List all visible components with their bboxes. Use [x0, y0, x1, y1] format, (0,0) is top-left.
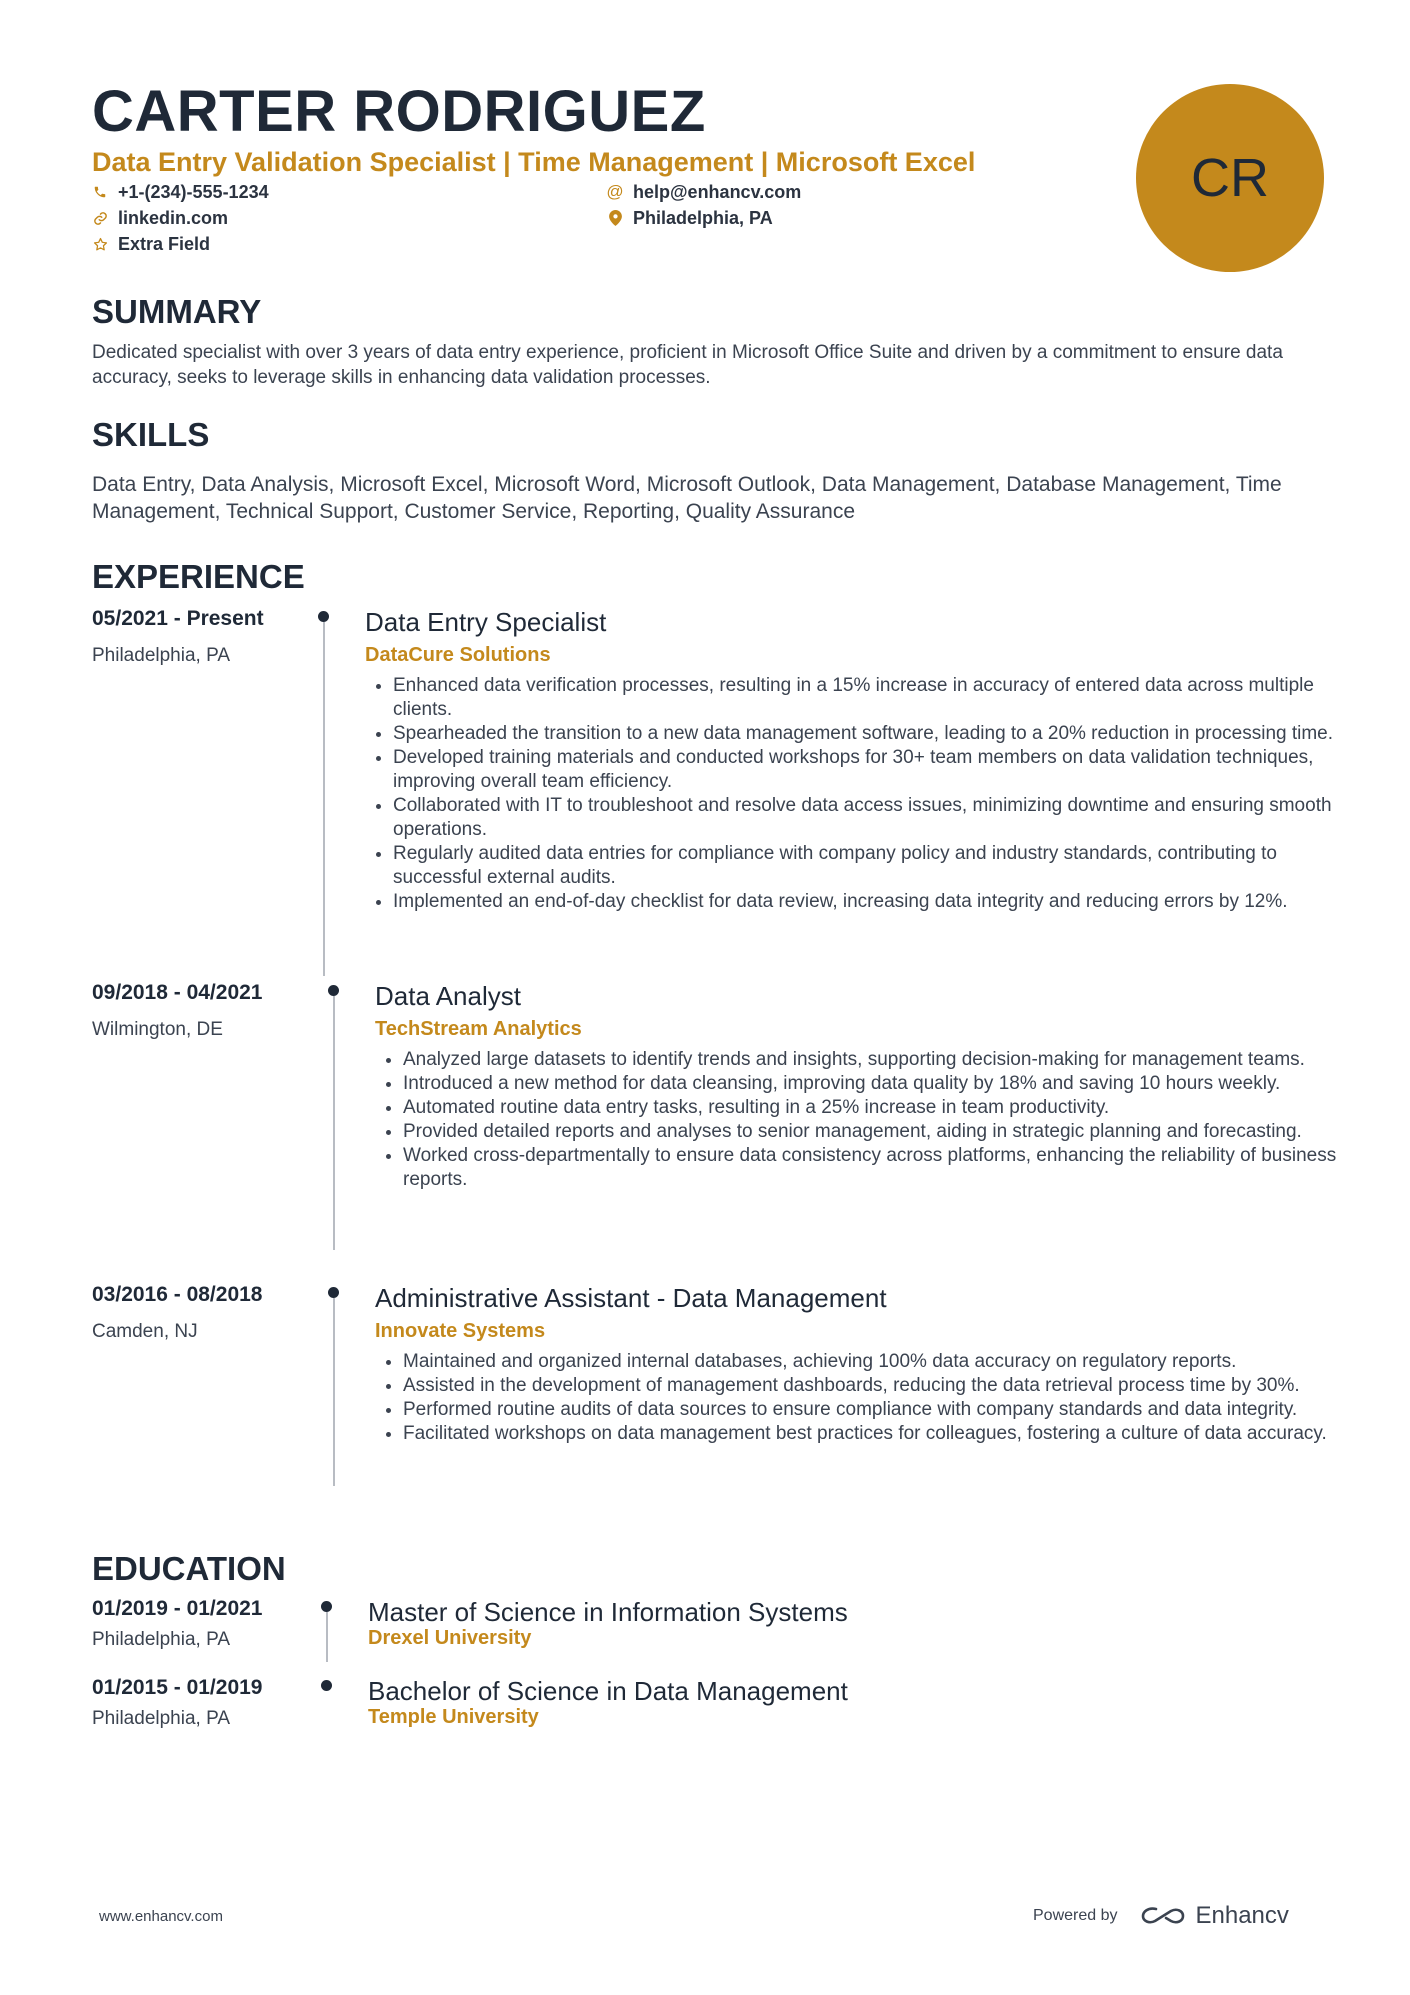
timeline-dot — [321, 1601, 332, 1612]
entry-date: 09/2018 - 04/2021 — [92, 981, 263, 1004]
entry-date: 03/2016 - 08/2018 — [92, 1283, 263, 1306]
list-item: • Performed routine audits of data sources to ensure compliance with company standards and data integrity. — [403, 1398, 1363, 1422]
location-contact — [607, 207, 773, 229]
entry-date: 01/2015 - 01/2019 — [92, 1676, 263, 1699]
list-item: • Enhanced data verification processes, resulting in a 15% increase in accuracy of entered data across multiple clients. — [393, 674, 1353, 722]
list-item: • Implemented an end-of-day checklist for data review, increasing data integrity and reducing errors by 12%. — [393, 890, 1353, 914]
entry-location: Philadelphia, PA — [92, 645, 231, 666]
company-name: DataCure Solutions — [365, 644, 551, 666]
timeline-line — [323, 622, 325, 976]
linkedin-contact[interactable] — [92, 207, 228, 229]
list-item: • Maintained and organized internal databases, achieving 100% data accuracy on regulatory reports. — [403, 1350, 1363, 1374]
list-item: • Spearheaded the transition to a new data management software, leading to a 20% reduction in processing time. — [393, 722, 1353, 746]
star-icon — [92, 236, 108, 252]
avatar-initials: CR — [1191, 148, 1269, 208]
extra-text: Extra Field — [118, 234, 211, 254]
brand-name: Enhancv — [1195, 1902, 1289, 1929]
list-item: • Assisted in the development of management dashboards, reducing the data retrieval process time by 30%. — [403, 1374, 1363, 1398]
timeline-dot — [328, 1287, 339, 1298]
summary-text: Dedicated specialist with over 3 years of data entry experience, proficient in Microsoft Office Suite and driven by a commitment to ensure data accuracy, seeks to leverage skills in enhancing data validation processes. — [92, 342, 1283, 388]
email-contact[interactable] — [607, 181, 801, 203]
footer-website[interactable]: www.enhancv.com — [99, 1908, 223, 1925]
entry-location: Philadelphia, PA — [92, 1629, 231, 1650]
job-title: Data Analyst — [375, 981, 521, 1011]
timeline-dot — [328, 985, 339, 996]
degree-title: Master of Science in Information Systems — [368, 1597, 848, 1627]
summary-heading: SUMMARY — [92, 293, 262, 330]
timeline-line — [326, 1612, 328, 1662]
achievement-list — [375, 1048, 1363, 1192]
entry-date: 05/2021 - Present — [92, 607, 264, 630]
school-name: Drexel University — [368, 1627, 532, 1649]
skills-heading: SKILLS — [92, 416, 210, 453]
timeline-dot — [321, 1680, 332, 1691]
list-item: • Introduced a new method for data cleansing, improving data quality by 18% and saving 10 hours weekly. — [403, 1072, 1363, 1096]
list-item: • Developed training materials and conducted workshops for 30+ team members on data validation techniques, improving overall team efficiency. — [393, 746, 1353, 794]
list-item: • Regularly audited data entries for compliance with company policy and industry standards, contributing to successful external audits. — [393, 842, 1353, 890]
school-name: Temple University — [368, 1706, 539, 1728]
email-text[interactable]: help@enhancv.com — [633, 182, 802, 202]
headline: Data Entry Validation Specialist | Time Management | Microsoft Excel — [92, 147, 976, 177]
list-item: • Worked cross-departmentally to ensure data consistency across platforms, enhancing the reliability of business reports. — [403, 1144, 1363, 1192]
entry-location: Camden, NJ — [92, 1321, 198, 1342]
experience-heading: EXPERIENCE — [92, 558, 305, 595]
achievement-list — [365, 674, 1353, 914]
phone-icon — [92, 184, 108, 200]
candidate-name: CARTER RODRIGUEZ — [92, 79, 706, 144]
avatar — [1136, 84, 1324, 272]
company-name: Innovate Systems — [375, 1320, 546, 1342]
job-title: Data Entry Specialist — [365, 607, 607, 637]
skills-text: Data Entry, Data Analysis, Microsoft Excel, Microsoft Word, Microsoft Outlook, Data Management, Database Management, Time Management, Technical Support, Customer Service, Reporting, Quality Assurance — [92, 473, 1282, 523]
link-icon — [92, 210, 108, 226]
job-title: Administrative Assistant - Data Management — [375, 1283, 887, 1313]
footer-branding — [1033, 1902, 1289, 1930]
list-item: • Collaborated with IT to troubleshoot and resolve data access issues, minimizing downtime and ensuring smooth operations. — [393, 794, 1353, 842]
enhancv-logo[interactable] — [1140, 1902, 1289, 1930]
entry-date: 01/2019 - 01/2021 — [92, 1597, 263, 1620]
list-item: • Provided detailed reports and analyses to senior management, aiding in strategic planning and forecasting. — [403, 1120, 1363, 1144]
phone-contact — [92, 181, 269, 203]
map-pin-icon — [607, 210, 623, 226]
linkedin-text[interactable]: linkedin.com — [118, 208, 229, 228]
list-item: • Facilitated workshops on data management best practices for colleagues, fostering a culture of data accuracy. — [403, 1422, 1363, 1446]
achievement-list — [375, 1350, 1363, 1446]
degree-title: Bachelor of Science in Data Management — [368, 1676, 848, 1706]
timeline-line — [333, 1298, 335, 1486]
company-name: TechStream Analytics — [375, 1018, 582, 1040]
phone-text: +1-(234)-555-1234 — [118, 182, 269, 202]
list-item: • Automated routine data entry tasks, resulting in a 25% increase in team productivity. — [403, 1096, 1363, 1120]
timeline-line — [333, 996, 335, 1250]
timeline-dot — [318, 611, 329, 622]
location-text: Philadelphia, PA — [633, 208, 773, 228]
powered-by-text: Powered by — [1033, 1907, 1118, 1924]
education-heading: EDUCATION — [92, 1550, 286, 1587]
infinity-logo-icon — [1140, 1904, 1186, 1928]
extra-contact — [92, 233, 210, 255]
entry-location: Philadelphia, PA — [92, 1708, 231, 1729]
entry-location: Wilmington, DE — [92, 1019, 223, 1040]
list-item: • Analyzed large datasets to identify trends and insights, supporting decision-making for management teams. — [403, 1048, 1363, 1072]
at-icon: @ — [606, 182, 624, 201]
